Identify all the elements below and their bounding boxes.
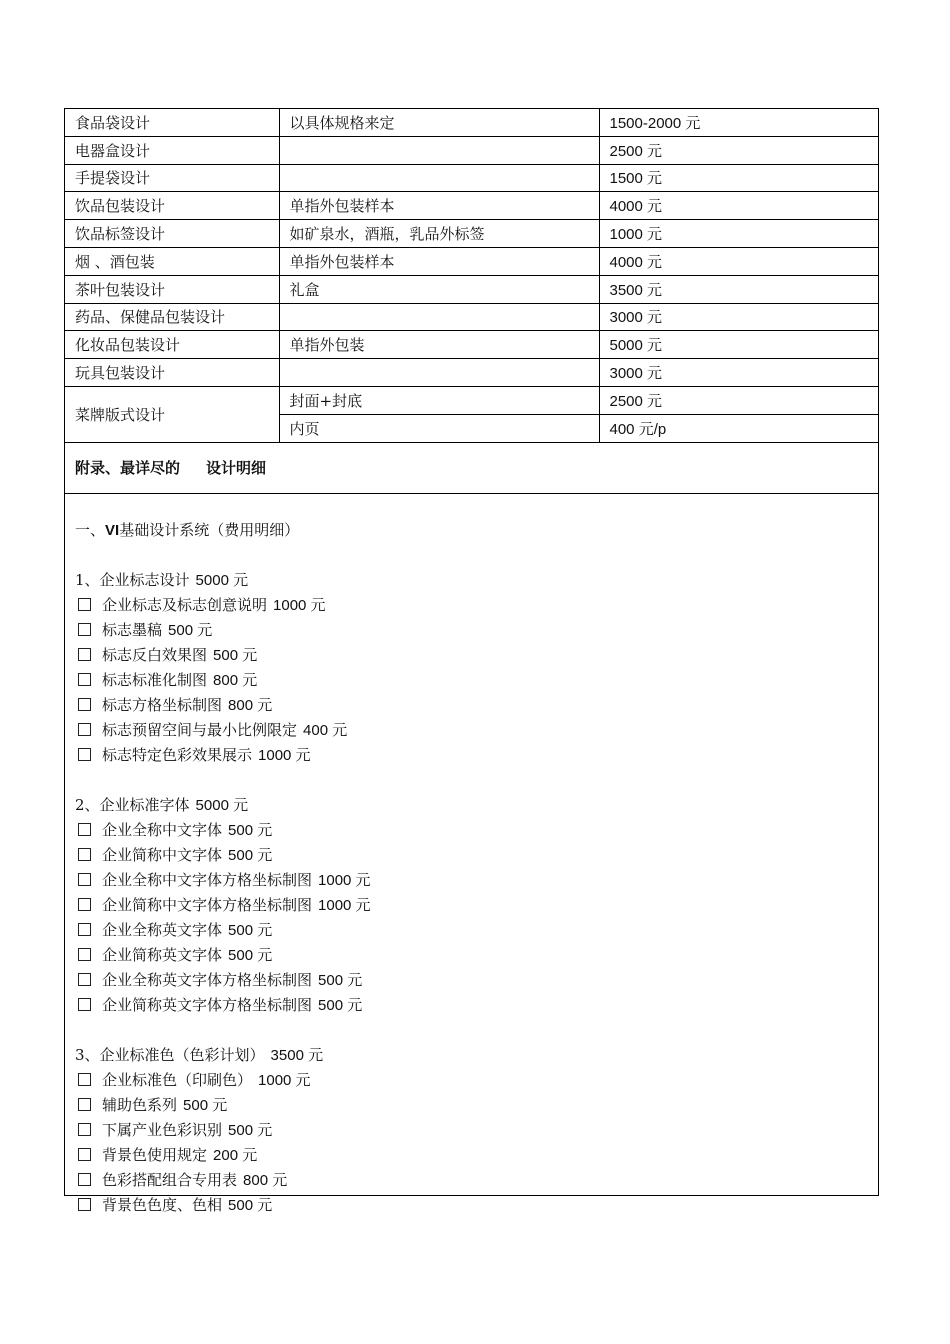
item-price: 500 元 [213,646,258,664]
list-item [75,968,878,993]
note-cell [279,359,599,387]
list-item [75,643,878,668]
item-label: 辅助色系列 [102,1095,178,1114]
item-label: 背景色色度、色相 [102,1195,223,1214]
list-item [75,943,878,968]
note-cell [279,303,599,331]
vi-heading [75,518,878,543]
checkbox-square-icon [78,1148,91,1161]
table-row [65,220,878,248]
blank-line [75,1018,878,1043]
item-cell: 菜牌版式设计 [65,386,279,442]
list-item [75,993,878,1018]
list-item [75,1093,878,1118]
price-cell: 1000 元 [599,220,878,248]
section-title-price: 5000 元 [195,796,249,814]
item-price: 500 元 [318,971,363,989]
item-price: 400 元 [303,721,348,739]
table-row [65,164,878,192]
section-title [75,1043,878,1068]
table-row [65,192,878,220]
item-cell: 食品袋设计 [65,109,279,136]
price-cell: 3000 元 [599,303,878,331]
checkbox-square-icon [78,848,91,861]
section-title [75,568,878,593]
item-price: 1000 元 [258,1071,311,1089]
item-label: 标志墨稿 [102,620,163,639]
item-label: 下属产业色彩识别 [102,1120,223,1139]
item-label: 标志特定色彩效果展示 [102,745,253,764]
list-item [75,593,878,618]
item-price: 800 元 [213,671,258,689]
item-label: 标志预留空间与最小比例限定 [102,720,298,739]
item-cell: 化妆品包装设计 [65,331,279,359]
table-row [65,331,878,359]
section-title-label: 2、企业标准字体 [75,795,190,814]
item-price: 500 元 [228,1121,273,1139]
list-item [75,1118,878,1143]
checkbox-square-icon [78,873,91,886]
item-cell: 玩具包装设计 [65,359,279,387]
item-cell: 电器盒设计 [65,136,279,164]
list-item [75,818,878,843]
checkbox-square-icon [78,648,91,661]
list-item [75,668,878,693]
list-item [75,1068,878,1093]
item-label: 企业简称英文字体方格坐标制图 [102,995,313,1014]
note-cell: 单指外包装样本 [279,192,599,220]
table-row [65,359,878,387]
item-price: 1000 元 [273,596,326,614]
item-label: 企业全称中文字体方格坐标制图 [102,870,313,889]
note-cell: 内页 [279,414,599,442]
section-title [75,793,878,818]
item-price: 500 元 [168,621,213,639]
section-title-label: 3、企业标准色（色彩计划） [75,1045,265,1064]
list-item [75,1168,878,1193]
checkbox-square-icon [78,998,91,1011]
list-item [75,618,878,643]
item-price: 1000 元 [318,871,371,889]
blank-line [75,543,878,568]
note-cell: 礼盒 [279,275,599,303]
checkbox-square-icon [78,698,91,711]
item-price: 800 元 [228,696,273,714]
item-price: 500 元 [228,821,273,839]
checkbox-square-icon [78,673,91,686]
price-table [65,109,878,443]
checkbox-square-icon [78,623,91,636]
list-item [75,743,878,768]
item-cell: 药品、保健品包装设计 [65,303,279,331]
checkbox-square-icon [78,598,91,611]
checkbox-square-icon [78,1198,91,1211]
item-price: 800 元 [243,1171,288,1189]
item-label: 企业全称英文字体方格坐标制图 [102,970,313,989]
item-price: 500 元 [228,946,273,964]
table-row [65,247,878,275]
note-cell: 单指外包装样本 [279,247,599,275]
note-cell: 如矿泉水，酒瓶，乳品外标签 [279,220,599,248]
table-row [65,275,878,303]
item-label: 企业标准色（印刷色） [102,1070,253,1089]
item-price: 500 元 [183,1096,228,1114]
item-cell: 烟 、酒包装 [65,247,279,275]
appendix-heading [65,443,878,494]
section-title-label: 1、企业标志设计 [75,570,190,589]
sections-list [75,543,878,1218]
table-row [65,386,878,414]
price-table-body [65,109,878,442]
note-cell: 封面+封底 [279,386,599,414]
item-price: 1000 元 [318,896,371,914]
item-cell: 茶叶包装设计 [65,275,279,303]
checkbox-square-icon [78,723,91,736]
checkbox-square-icon [78,1098,91,1111]
item-price: 1000 元 [258,746,311,764]
item-label: 标志标准化制图 [102,670,208,689]
price-document [64,108,879,1214]
appendix-title-part1: 附录、最详尽的 [75,460,181,478]
checkbox-square-icon [78,973,91,986]
list-item [75,718,878,743]
price-cell: 2500 元 [599,386,878,414]
price-cell: 1500-2000 元 [599,109,878,136]
checkbox-square-icon [78,823,91,836]
checkbox-square-icon [78,1073,91,1086]
section-title-price: 3500 元 [270,1046,324,1064]
item-label: 企业简称中文字体 [102,845,223,864]
appendix-title-part2: 设计明细 [206,460,267,478]
list-item [75,918,878,943]
price-cell: 1500 元 [599,164,878,192]
item-label: 企业简称英文字体 [102,945,223,964]
item-cell: 饮品包装设计 [65,192,279,220]
item-cell: 饮品标签设计 [65,220,279,248]
item-label: 企业标志及标志创意说明 [102,595,268,614]
price-cell: 4000 元 [599,247,878,275]
item-price: 500 元 [318,996,363,1014]
checkbox-square-icon [78,948,91,961]
price-cell: 3500 元 [599,275,878,303]
checkbox-square-icon [78,748,91,761]
price-cell: 4000 元 [599,192,878,220]
price-cell: 3000 元 [599,359,878,387]
note-cell [279,136,599,164]
item-price: 200 元 [213,1146,258,1164]
item-label: 标志方格坐标制图 [102,695,223,714]
item-label: 标志反白效果图 [102,645,208,664]
item-label: 背景色使用规定 [102,1145,208,1164]
item-label: 企业全称中文字体 [102,820,223,839]
item-label: 企业简称中文字体方格坐标制图 [102,895,313,914]
checkbox-square-icon [78,898,91,911]
item-price: 500 元 [228,921,273,939]
table-row [65,109,878,136]
checkbox-square-icon [78,1123,91,1136]
vi-heading-prefix: 一、 [75,520,106,539]
list-item [75,1143,878,1168]
checkbox-square-icon [78,1173,91,1186]
price-cell: 400 元/p [599,414,878,442]
note-cell [279,164,599,192]
table-row [65,303,878,331]
price-cell: 5000 元 [599,331,878,359]
note-cell: 以具体规格来定 [279,109,599,136]
list-item [75,893,878,918]
vi-heading-rest: 基础设计系统（费用明细） [119,520,300,539]
item-price: 500 元 [228,1196,273,1214]
item-cell: 手提袋设计 [65,164,279,192]
list-item [75,843,878,868]
table-row [65,136,878,164]
details-section [65,494,878,1214]
list-item [75,693,878,718]
blank-line [75,768,878,793]
item-price: 500 元 [228,846,273,864]
item-label: 企业全称英文字体 [102,920,223,939]
item-label: 色彩搭配组合专用表 [102,1170,238,1189]
section-title-price: 5000 元 [195,571,249,589]
price-cell: 2500 元 [599,136,878,164]
note-cell: 单指外包装 [279,331,599,359]
vi-heading-vi: VI [105,521,120,539]
list-item [75,1193,878,1218]
checkbox-square-icon [78,923,91,936]
list-item [75,868,878,893]
